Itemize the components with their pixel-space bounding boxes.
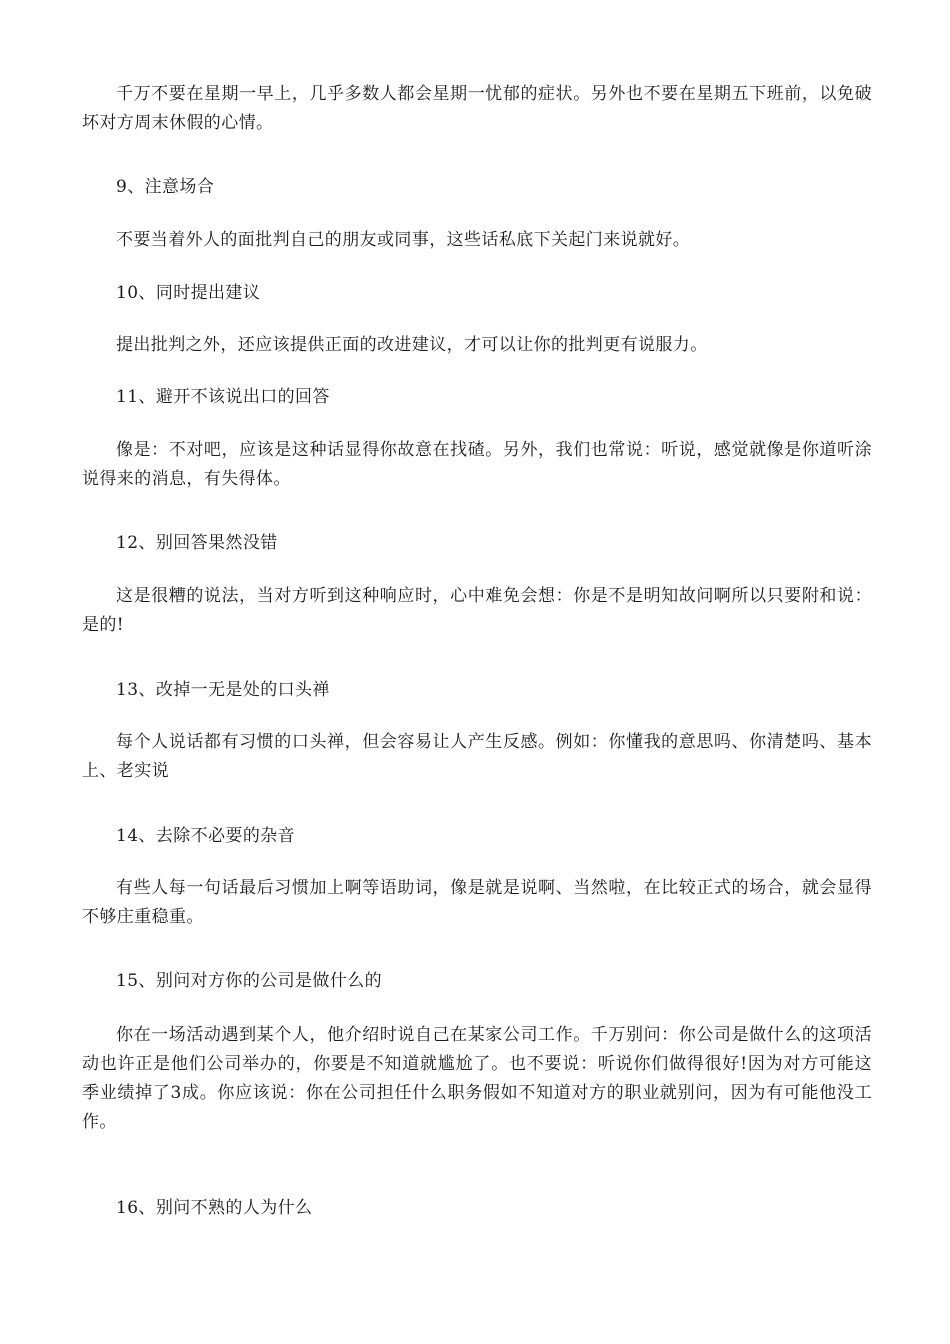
heading-14: 14、去除不必要的杂音 — [116, 826, 296, 846]
paragraph-13: 每个人说话都有习惯的口头禅，但会容易让人产生反感。例如：你懂我的意思吗、你清楚吗、基本上、老实说 — [82, 732, 872, 781]
heading-10: 10、同时提出建议 — [116, 283, 261, 303]
heading-16: 16、别问不熟的人为什么 — [116, 1198, 313, 1218]
paragraph-9: 不要当着外人的面批判自己的朋友或同事，这些话私底下关起门来说就好。 — [116, 230, 691, 250]
paragraph-11: 像是：不对吧，应该是这种话显得你故意在找碴。另外，我们也常说：听说，感觉就像是你道听涂说得来的消息，有失得体。 — [82, 440, 872, 489]
heading-12: 12、别回答果然没错 — [116, 533, 278, 553]
heading-11: 11、避开不该说出口的回答 — [116, 387, 330, 407]
heading-15: 15、别问对方你的公司是做什么的 — [116, 971, 383, 991]
heading-9: 9、注意场合 — [116, 177, 215, 197]
paragraph-15: 你在一场活动遇到某个人，他介绍时说自己在某家公司工作。千万别问：你公司是做什么的这项活动也许正是他们公司举办的，你要是不知道就尴尬了。也不要说：听说你们做得很好!因为对方可能这季业绩掉了3成。你应该说：你在公司担任什么职务假如不知道对方的职业就别问，因为有可能他没工作。 — [82, 1025, 872, 1132]
paragraph-12: 这是很糟的说法，当对方听到这种响应时，心中难免会想：你是不是明知故问啊所以只要附和说：是的! — [82, 586, 872, 635]
paragraph-timing: 千万不要在星期一早上，几乎多数人都会星期一忧郁的症状。另外也不要在星期五下班前，以免破坏对方周末休假的心情。 — [82, 84, 872, 133]
heading-13: 13、改掉一无是处的口头禅 — [116, 680, 330, 700]
paragraph-10: 提出批判之外，还应该提供正面的改进建议，才可以让你的批判更有说服力。 — [116, 335, 708, 355]
paragraph-14: 有些人每一句话最后习惯加上啊等语助词，像是就是说啊、当然啦，在比较正式的场合，就会显得不够庄重稳重。 — [82, 878, 872, 927]
